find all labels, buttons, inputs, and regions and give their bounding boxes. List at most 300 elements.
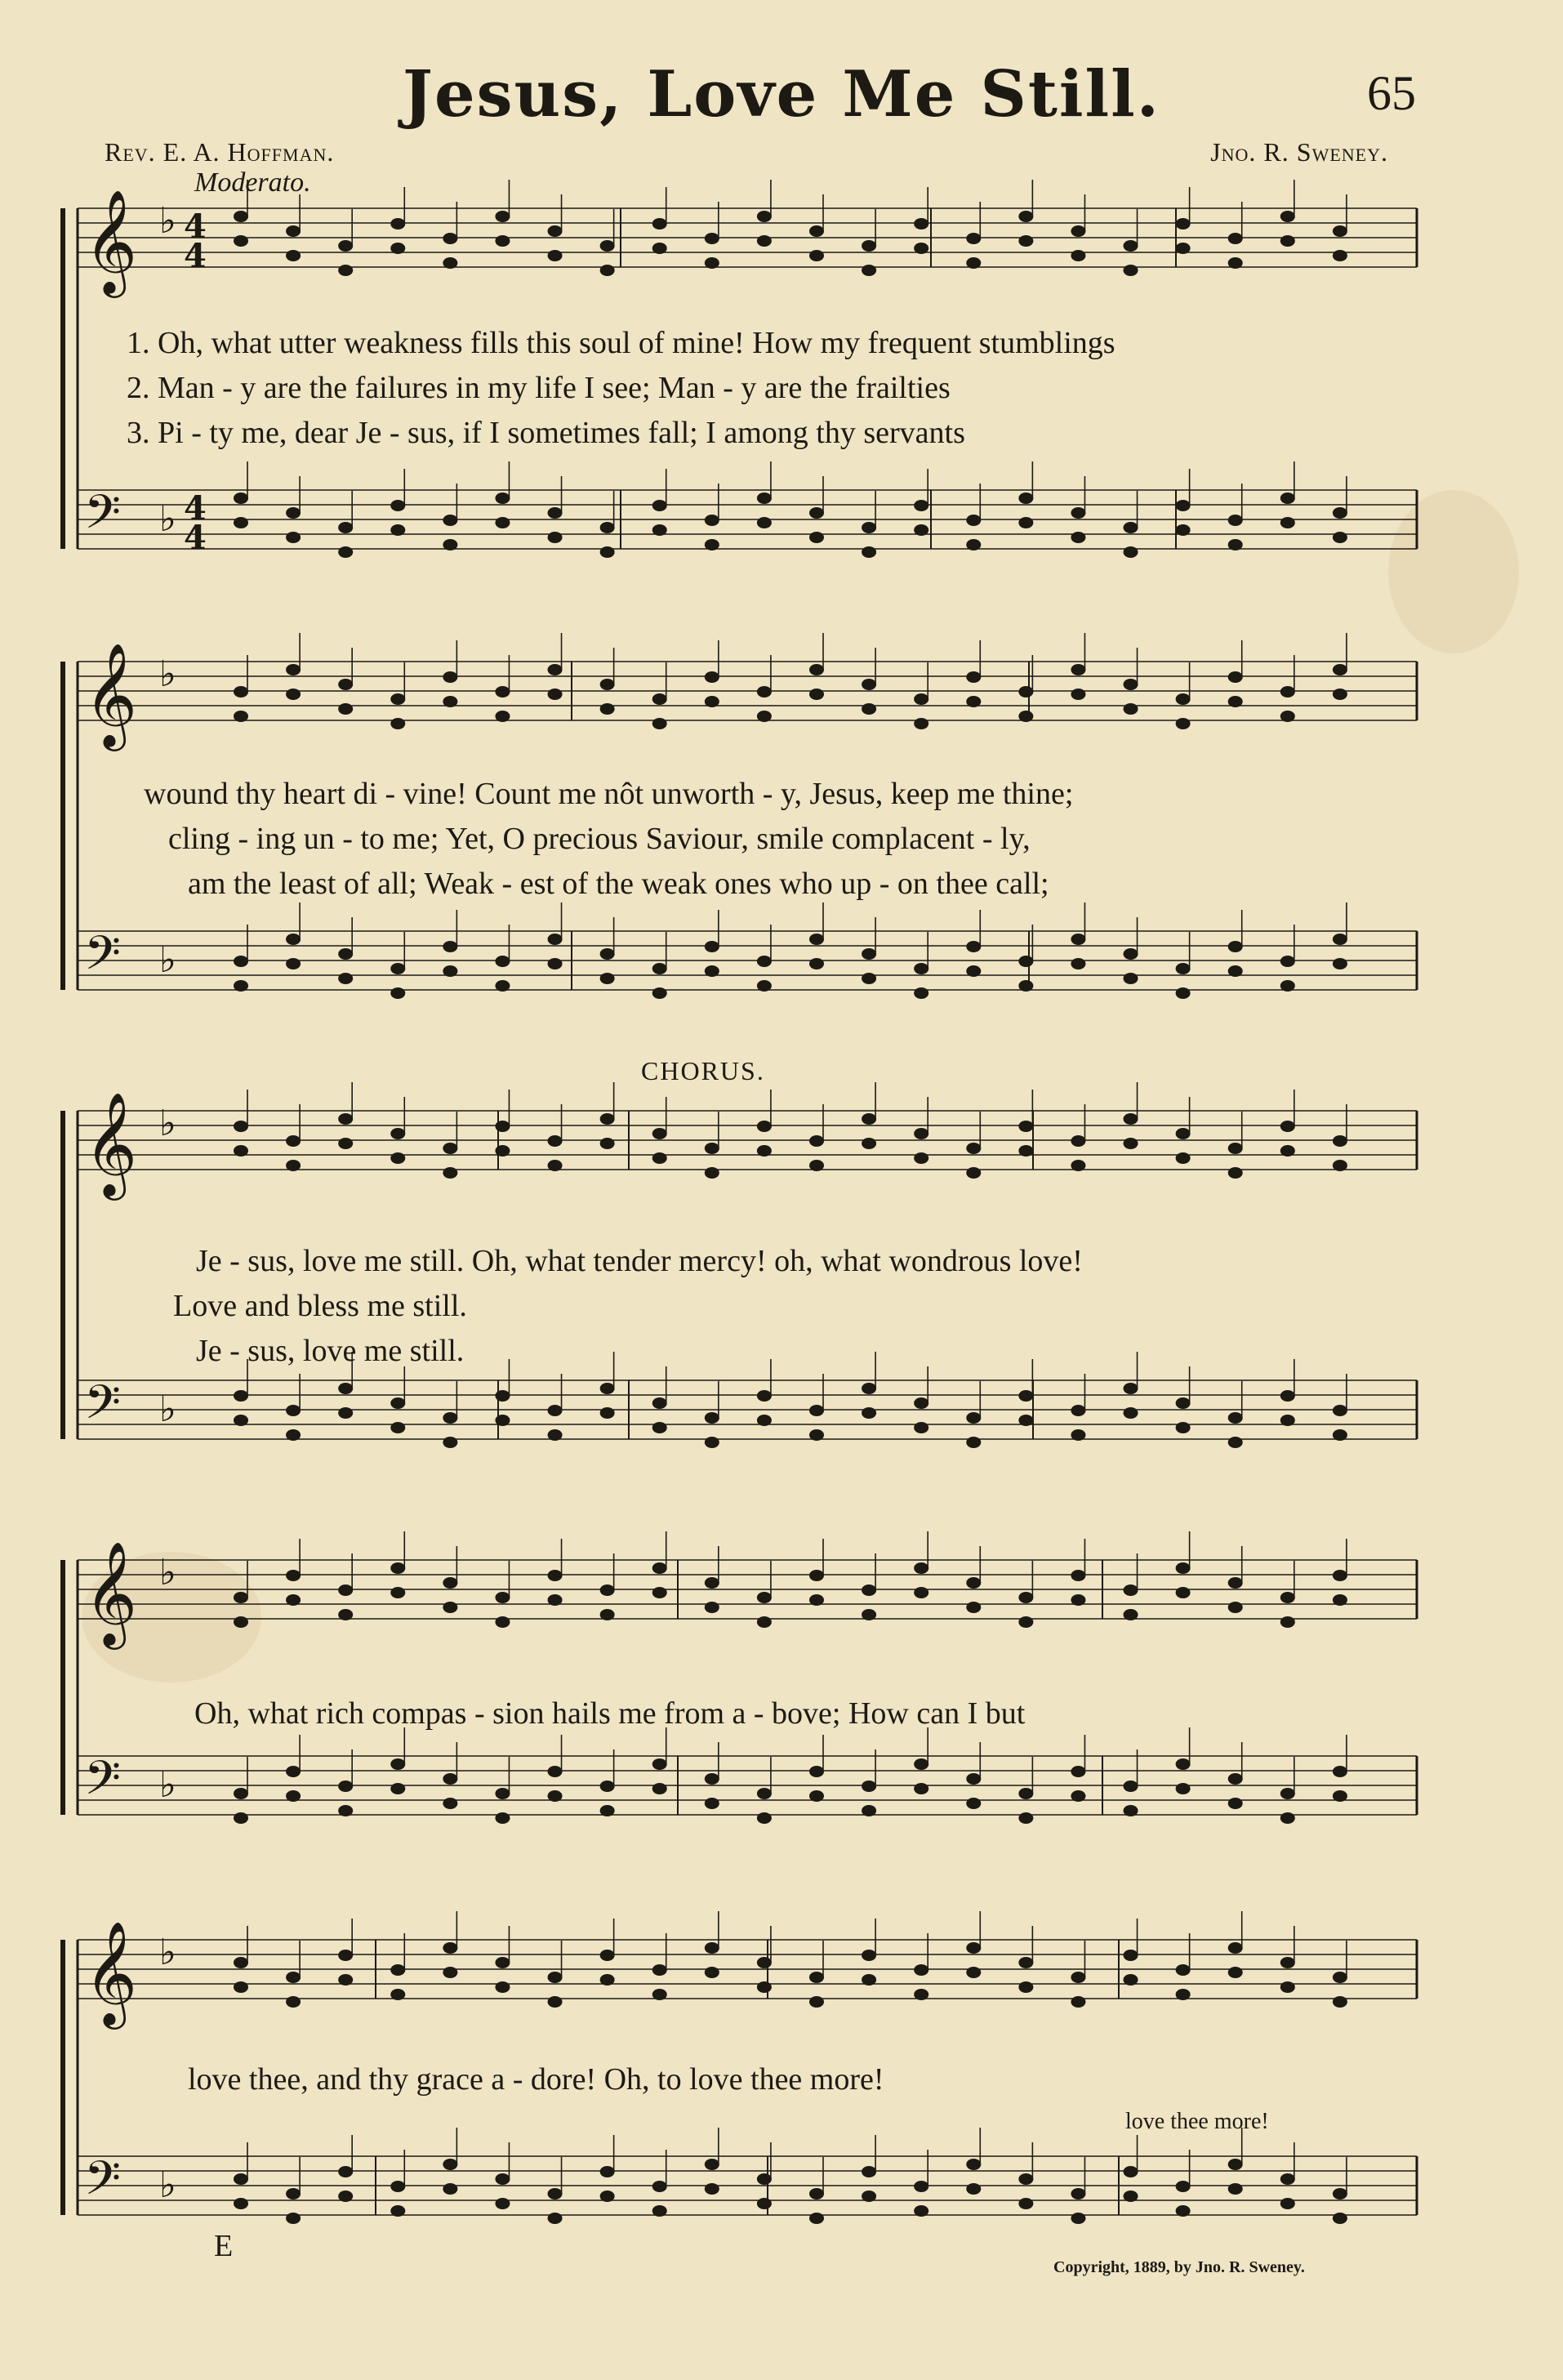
note-head xyxy=(286,250,301,261)
note-head xyxy=(757,1121,772,1132)
note-head xyxy=(600,1805,615,1816)
note-head xyxy=(1176,500,1191,511)
note-head xyxy=(495,1788,510,1799)
note-head xyxy=(705,539,719,550)
note-head xyxy=(600,522,615,533)
note-head xyxy=(757,980,772,992)
note-head xyxy=(1228,1602,1243,1613)
note-head xyxy=(705,671,719,683)
note-head xyxy=(757,1390,772,1402)
note-head xyxy=(1071,1429,1085,1441)
note-head xyxy=(966,539,981,550)
note-head xyxy=(809,1972,824,1983)
note-head xyxy=(286,1160,301,1171)
note-head xyxy=(966,1412,981,1424)
note-head xyxy=(390,1128,405,1139)
note-head xyxy=(1124,522,1138,533)
note-head xyxy=(809,1135,824,1147)
note-head xyxy=(757,1592,772,1603)
note-head xyxy=(914,243,928,254)
note-head xyxy=(1176,243,1191,254)
note-head xyxy=(1280,1415,1295,1426)
bass-clef: 𝄢 xyxy=(84,1375,122,1442)
note-head xyxy=(1228,1798,1243,1809)
note-head xyxy=(1280,956,1295,967)
note-head xyxy=(1018,1812,1033,1824)
note-head xyxy=(443,965,457,977)
bass-clef: 𝄢 xyxy=(84,1750,122,1817)
note-head xyxy=(600,679,615,690)
note-head xyxy=(1071,1405,1085,1416)
note-head xyxy=(390,963,405,974)
composer-credit: Jno. R. Sweney. xyxy=(1210,137,1388,167)
note-head xyxy=(495,2173,510,2185)
note-head xyxy=(1018,492,1033,504)
note-head xyxy=(234,2198,248,2209)
note-head xyxy=(1124,1950,1138,1961)
note-head xyxy=(443,257,457,269)
note-head xyxy=(809,250,824,261)
note-head xyxy=(652,718,667,729)
note-head xyxy=(1176,1587,1191,1598)
note-head xyxy=(862,240,876,252)
note-head xyxy=(338,546,353,558)
note-head xyxy=(390,987,405,999)
note-head xyxy=(443,1167,457,1179)
note-head xyxy=(705,941,719,952)
note-head xyxy=(1280,686,1295,698)
note-head xyxy=(757,492,772,504)
note-head xyxy=(914,987,928,999)
note-head xyxy=(809,532,824,543)
note-head xyxy=(966,515,981,526)
note-head xyxy=(600,2166,615,2177)
note-head xyxy=(1018,2173,1033,2185)
note-head xyxy=(286,532,301,543)
note-head xyxy=(1280,1121,1295,1132)
note-head xyxy=(862,1974,876,1986)
note-head xyxy=(338,1584,353,1596)
chorus-line-1-alt-2: Love and bless me still. xyxy=(173,1289,467,1323)
note-head xyxy=(548,1790,563,1802)
note-head xyxy=(652,1128,667,1139)
note-head xyxy=(652,1989,667,2000)
note-head xyxy=(757,1981,772,1993)
treble-clef: 𝄞 xyxy=(84,1091,138,1196)
note-head xyxy=(548,1996,563,2008)
note-head xyxy=(1071,1996,1085,2008)
note-head xyxy=(1333,664,1347,675)
note-head xyxy=(862,1584,876,1596)
note-head xyxy=(862,1805,876,1816)
note-head xyxy=(809,934,824,945)
note-head xyxy=(1018,1415,1033,1426)
note-head xyxy=(338,1138,353,1149)
note-head xyxy=(390,2205,405,2217)
verse-2-line-2: cling - ing un - to me; Yet, O precious Saviour, smile complacent - ly, xyxy=(168,822,1031,856)
note-head xyxy=(234,1415,248,1426)
note-head xyxy=(338,1113,353,1125)
note-head xyxy=(862,1138,876,1149)
note-head xyxy=(1124,1383,1138,1394)
note-head xyxy=(914,1562,928,1574)
note-head xyxy=(652,2205,667,2217)
note-head xyxy=(234,235,248,247)
note-head xyxy=(862,1609,876,1620)
note-head xyxy=(1176,987,1191,999)
note-head xyxy=(809,1790,824,1802)
note-head xyxy=(286,958,301,969)
note-head xyxy=(1176,1422,1191,1433)
note-head xyxy=(809,1594,824,1606)
note-head xyxy=(1333,2188,1347,2199)
note-head xyxy=(600,1584,615,1596)
note-head xyxy=(914,1587,928,1598)
note-head xyxy=(705,1773,719,1785)
note-head xyxy=(862,1950,876,1961)
note-head xyxy=(234,492,248,504)
note-head xyxy=(705,233,719,244)
note-head xyxy=(338,265,353,276)
verse-3-line-2: am the least of all; Weak - est of the weak ones who up - on thee call; xyxy=(188,867,1049,901)
note-head xyxy=(1228,257,1243,269)
note-head xyxy=(1018,211,1033,222)
note-head xyxy=(495,956,510,967)
note-head xyxy=(757,517,772,528)
note-head xyxy=(443,1602,457,1613)
note-head xyxy=(548,1135,563,1147)
note-head xyxy=(1071,1570,1085,1581)
time-signature: 4 xyxy=(184,207,207,246)
note-head xyxy=(757,1788,772,1799)
note-head xyxy=(809,958,824,969)
note-head xyxy=(652,524,667,536)
note-head xyxy=(548,1972,563,1983)
verse-2-line-1: 2. Man - y are the failures in my life I see; Man - y are the frailties xyxy=(127,371,951,405)
note-head xyxy=(966,1437,981,1448)
note-head xyxy=(234,711,248,722)
note-head xyxy=(705,1167,719,1179)
note-head xyxy=(495,1812,510,1824)
note-head xyxy=(234,2173,248,2185)
flat-sign: ♭ xyxy=(159,2164,176,2206)
note-head xyxy=(1280,211,1295,222)
note-head xyxy=(862,2166,876,2177)
note-head xyxy=(1018,1145,1033,1157)
note-head xyxy=(1228,965,1243,977)
note-head xyxy=(1228,671,1243,683)
note-head xyxy=(1280,2198,1295,2209)
note-head xyxy=(705,257,719,269)
treble-clef: 𝄞 xyxy=(84,1540,138,1645)
tempo-marking: Moderato. xyxy=(194,167,311,198)
note-head xyxy=(390,243,405,254)
note-head xyxy=(1333,507,1347,519)
note-head xyxy=(1124,1974,1138,1986)
note-head xyxy=(1333,1996,1347,2008)
note-head xyxy=(809,664,824,675)
note-head xyxy=(652,2181,667,2192)
note-head xyxy=(548,507,563,519)
note-head xyxy=(600,1383,615,1394)
note-head xyxy=(1124,265,1138,276)
chorus-label: CHORUS. xyxy=(641,1056,765,1085)
note-head xyxy=(390,1422,405,1433)
note-head xyxy=(338,1609,353,1620)
note-head xyxy=(1228,2159,1243,2170)
note-head xyxy=(548,1594,563,1606)
note-head xyxy=(390,2181,405,2192)
note-head xyxy=(757,2198,772,2209)
note-head xyxy=(234,1616,248,1628)
lyricist-credit: Rev. E. A. Hoffman. xyxy=(105,137,335,167)
note-head xyxy=(1333,1160,1347,1171)
note-head xyxy=(1280,1788,1295,1799)
note-head xyxy=(914,1783,928,1794)
note-head xyxy=(1018,1390,1033,1402)
note-head xyxy=(1333,1429,1347,1441)
note-head xyxy=(914,1758,928,1770)
note-head xyxy=(966,1167,981,1179)
note-head xyxy=(1124,2191,1138,2202)
note-head xyxy=(652,1152,667,1164)
note-head xyxy=(966,1143,981,1154)
note-head xyxy=(286,689,301,700)
note-head xyxy=(600,973,615,984)
note-head xyxy=(705,1602,719,1613)
note-head xyxy=(548,958,563,969)
note-head xyxy=(757,1812,772,1824)
note-head xyxy=(600,948,615,960)
note-head xyxy=(1333,1972,1347,1983)
flat-sign: ♭ xyxy=(159,1388,176,1430)
note-head xyxy=(338,1974,353,1986)
note-head xyxy=(966,671,981,683)
note-head xyxy=(286,1766,301,1777)
note-head xyxy=(809,1160,824,1171)
note-head xyxy=(966,2159,981,2170)
note-head xyxy=(705,1967,719,1978)
note-head xyxy=(1071,507,1085,519)
note-head xyxy=(286,1594,301,1606)
note-head xyxy=(234,980,248,992)
note-head xyxy=(286,1405,301,1416)
note-head xyxy=(1018,1616,1033,1628)
note-head xyxy=(1124,240,1138,252)
note-head xyxy=(705,515,719,526)
note-head xyxy=(286,1429,301,1441)
note-head xyxy=(966,1798,981,1809)
note-head xyxy=(757,711,772,722)
note-head xyxy=(1176,2205,1191,2217)
note-head xyxy=(1280,517,1295,528)
note-head xyxy=(1071,958,1085,969)
note-head xyxy=(1228,1167,1243,1179)
note-head xyxy=(443,696,457,707)
note-head xyxy=(862,2191,876,2202)
note-head xyxy=(495,686,510,698)
note-head xyxy=(1280,1592,1295,1603)
note-head xyxy=(1124,973,1138,984)
note-head xyxy=(443,1577,457,1589)
note-head xyxy=(1176,1758,1191,1770)
note-head xyxy=(1176,1964,1191,1976)
note-head xyxy=(338,948,353,960)
note-head xyxy=(914,2181,928,2192)
note-head xyxy=(1176,1128,1191,1139)
note-head xyxy=(652,1964,667,1976)
note-head xyxy=(390,1587,405,1598)
note-head xyxy=(495,2198,510,2209)
note-head xyxy=(1018,1957,1033,1968)
note-head xyxy=(495,1415,510,1426)
note-head xyxy=(390,1964,405,1976)
signature-letter: E xyxy=(214,2229,234,2263)
note-head xyxy=(338,2191,353,2202)
note-head xyxy=(495,1957,510,1968)
note-head xyxy=(705,1577,719,1589)
note-head xyxy=(705,1437,719,1448)
note-head xyxy=(966,1967,981,1978)
flat-sign: ♭ xyxy=(159,653,176,695)
note-head xyxy=(966,696,981,707)
note-head xyxy=(966,1577,981,1589)
note-head xyxy=(862,265,876,276)
note-head xyxy=(234,1957,248,1968)
treble-clef: 𝄞 xyxy=(84,189,138,293)
note-head xyxy=(443,2159,457,2170)
note-head xyxy=(1228,1143,1243,1154)
note-head xyxy=(1333,1570,1347,1581)
note-head xyxy=(1124,679,1138,690)
note-head xyxy=(1280,1145,1295,1157)
note-head xyxy=(234,1981,248,1993)
note-head xyxy=(338,2166,353,2177)
note-head xyxy=(1333,689,1347,700)
note-head xyxy=(652,1397,667,1409)
note-head xyxy=(705,2183,719,2195)
note-head xyxy=(809,1996,824,2008)
note-head xyxy=(1280,980,1295,992)
note-head xyxy=(443,941,457,952)
note-head xyxy=(1071,250,1085,261)
note-head xyxy=(286,2213,301,2224)
note-head xyxy=(705,1412,719,1424)
note-head xyxy=(495,1390,510,1402)
note-head xyxy=(757,686,772,698)
note-head xyxy=(1333,958,1347,969)
note-head xyxy=(809,225,824,237)
flat-sign: ♭ xyxy=(159,1932,176,1973)
note-head xyxy=(966,2183,981,2195)
note-head xyxy=(914,1128,928,1139)
note-head xyxy=(234,1812,248,1824)
note-head xyxy=(548,225,563,237)
note-head xyxy=(338,1383,353,1394)
note-head xyxy=(338,240,353,252)
note-head xyxy=(443,1773,457,1785)
note-head xyxy=(914,1397,928,1409)
note-head xyxy=(443,539,457,550)
note-head xyxy=(652,1783,667,1794)
note-head xyxy=(1228,1773,1243,1785)
note-head xyxy=(1228,1967,1243,1978)
note-head xyxy=(1176,1989,1191,2000)
note-head xyxy=(862,1407,876,1419)
note-head xyxy=(1018,980,1033,992)
note-head xyxy=(1333,1594,1347,1606)
note-head xyxy=(1228,1577,1243,1589)
note-head xyxy=(548,1405,563,1416)
note-head xyxy=(286,507,301,519)
note-head xyxy=(652,693,667,705)
note-head xyxy=(390,500,405,511)
flat-sign: ♭ xyxy=(159,1103,176,1144)
note-head xyxy=(914,693,928,705)
note-head xyxy=(862,948,876,960)
page-number: 65 xyxy=(1367,66,1416,120)
note-head xyxy=(757,2173,772,2185)
note-head xyxy=(443,233,457,244)
note-head xyxy=(390,1989,405,2000)
note-head xyxy=(338,973,353,984)
note-head xyxy=(1071,1160,1085,1171)
note-head xyxy=(1228,515,1243,526)
note-head xyxy=(338,679,353,690)
note-head xyxy=(495,517,510,528)
note-head xyxy=(809,2188,824,2199)
note-head xyxy=(548,532,563,543)
note-head xyxy=(652,963,667,974)
note-head xyxy=(966,1602,981,1613)
note-head xyxy=(443,1798,457,1809)
note-head xyxy=(757,211,772,222)
treble-clef: 𝄞 xyxy=(84,1920,138,2025)
copyright-notice: Copyright, 1889, by Jno. R. Sweney. xyxy=(1053,2258,1305,2276)
note-head xyxy=(1228,941,1243,952)
note-head xyxy=(914,500,928,511)
chorus-line-1-alt-3: Je - sus, love me still. xyxy=(196,1334,465,1368)
note-head xyxy=(652,1587,667,1598)
note-head xyxy=(862,1781,876,1792)
note-head xyxy=(1280,711,1295,722)
note-head xyxy=(548,2213,563,2224)
note-head xyxy=(1071,1135,1085,1147)
flat-sign: ♭ xyxy=(159,200,176,242)
note-head xyxy=(914,218,928,230)
echo-lyric: love thee more! xyxy=(1125,2109,1269,2134)
verse-3-line-1: 3. Pi - ty me, dear Je - sus, if I sometimes fall; I among thy servants xyxy=(127,416,965,450)
note-head xyxy=(1018,2198,1033,2209)
note-head xyxy=(1333,1766,1347,1777)
note-head xyxy=(390,1783,405,1794)
note-head xyxy=(705,696,719,707)
note-head xyxy=(1018,1788,1033,1799)
note-head xyxy=(1124,1138,1138,1149)
note-head xyxy=(966,233,981,244)
note-head xyxy=(757,1616,772,1628)
note-head xyxy=(1228,233,1243,244)
note-head xyxy=(600,703,615,715)
note-head xyxy=(705,1798,719,1809)
note-head xyxy=(234,1788,248,1799)
note-head xyxy=(390,218,405,230)
note-head xyxy=(1018,1121,1033,1132)
note-head xyxy=(757,1415,772,1426)
note-head xyxy=(600,265,615,276)
time-signature: 4 xyxy=(184,489,207,528)
note-head xyxy=(1176,1152,1191,1164)
